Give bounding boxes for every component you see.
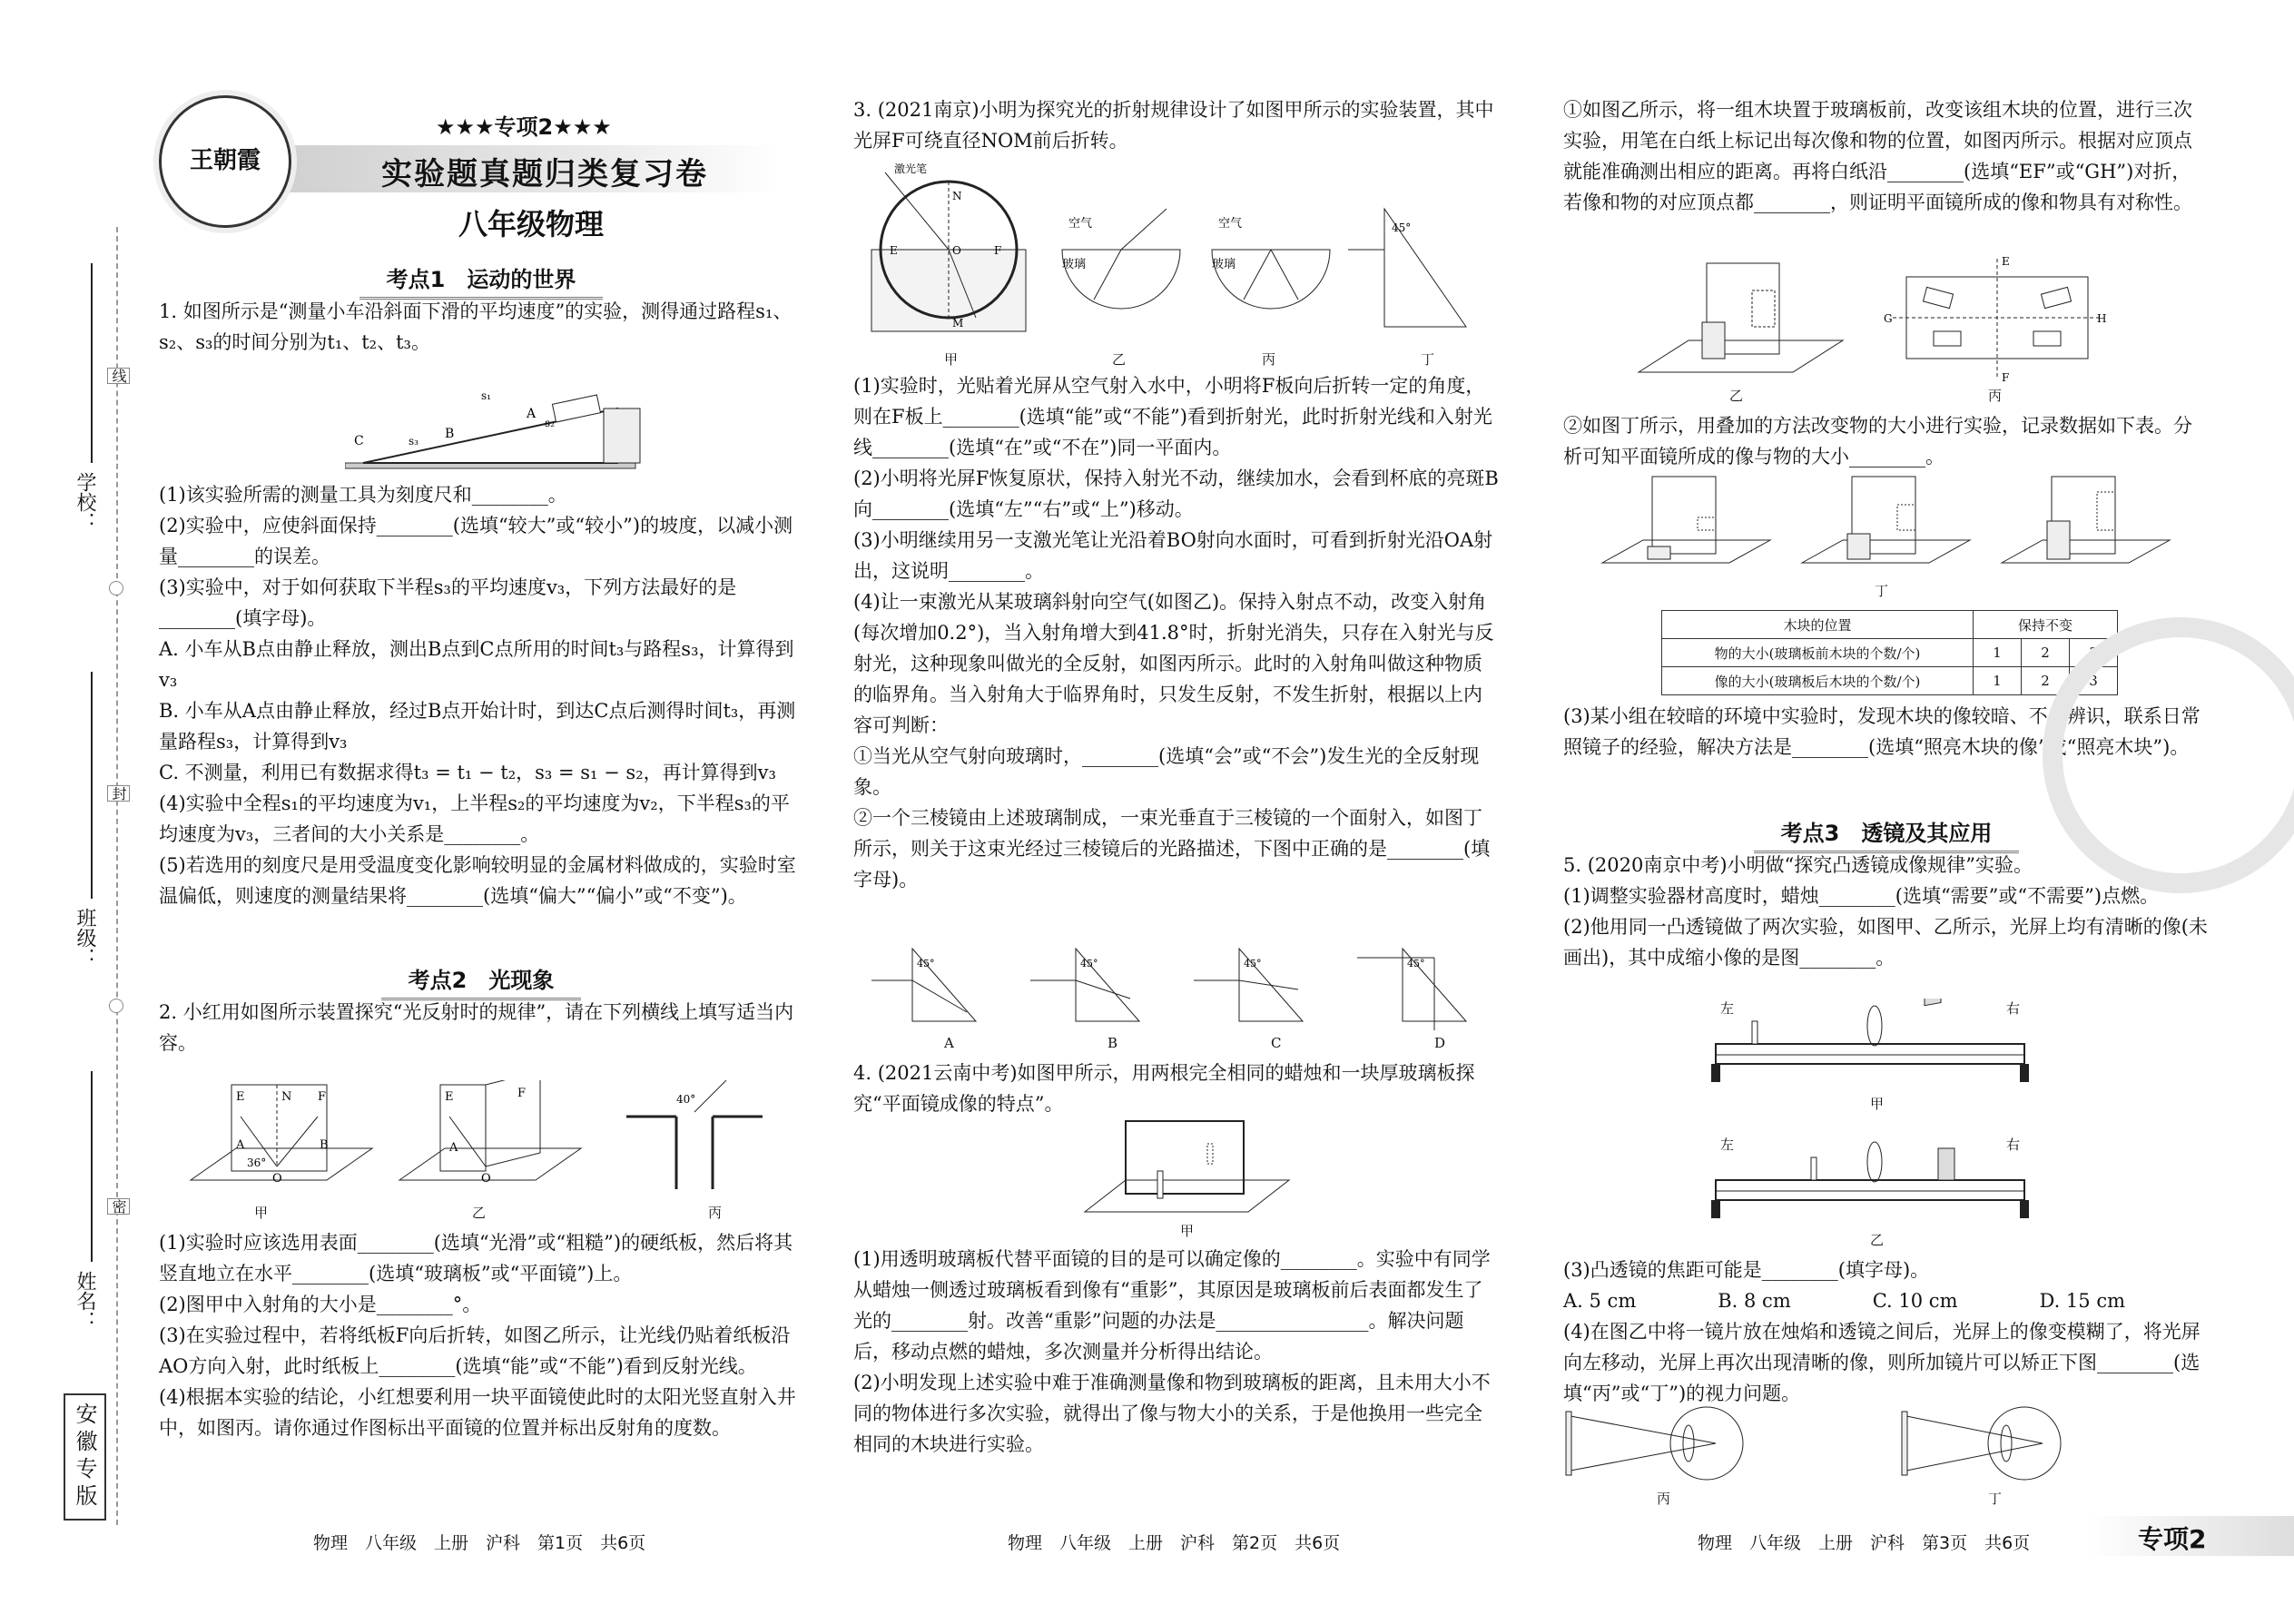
logo bbox=[159, 95, 291, 228]
section-kaodian-2: 考点2 光现象 bbox=[159, 962, 803, 1000]
table-cell: 1 bbox=[1974, 639, 2022, 667]
q4-sub-2-wrap bbox=[1563, 410, 2210, 472]
table-cell: 2 bbox=[2022, 667, 2070, 695]
hole-2 bbox=[109, 999, 123, 1013]
seal-line-3: 密 bbox=[107, 1198, 130, 1215]
q5-options bbox=[1563, 1285, 2210, 1316]
svg-text:E: E bbox=[236, 1090, 245, 1104]
q2-part-2: (2)图甲中入射角的大小是________°。 bbox=[159, 1294, 482, 1315]
q3-air-label-1: 空气 bbox=[1068, 217, 1093, 231]
q2-part-3: (3)在实验过程中，若将纸板F向后折转，如图乙所示，让光线仍贴着纸板沿AO方向入射，此时纸板上________(选填“能”或“不能”)看到反射光线。 bbox=[159, 1324, 791, 1377]
svg-text:45°: 45° bbox=[1080, 958, 1098, 969]
q3-parts bbox=[853, 370, 1500, 895]
q2-cap-b: 乙 bbox=[472, 1205, 487, 1221]
q3-glass-label-1: 玻璃 bbox=[1062, 258, 1087, 271]
q3-opt-b: B bbox=[1108, 1035, 1118, 1051]
question-2 bbox=[159, 997, 805, 1058]
svg-text:A: A bbox=[527, 407, 537, 421]
question-4 bbox=[853, 1058, 1500, 1119]
q5-bench-b bbox=[1707, 1135, 2033, 1225]
table-cell: 3 bbox=[2070, 639, 2118, 667]
school-label: 学校： bbox=[74, 472, 96, 532]
q5-option-a: A. 5 cm bbox=[1563, 1290, 1637, 1312]
svg-text:N: N bbox=[952, 190, 962, 202]
q3-cap-c: 丙 bbox=[1262, 351, 1276, 368]
svg-text:36°: 36° bbox=[247, 1156, 267, 1169]
q3-part-4: (4)让一束激光从某玻璃斜射向空气(如图乙)。保持入射点不动，改变入射角(每次增加0.2°)，当入射角增大到41.8°时，折射光消失，只存在入射光与反射光，这种现象叫做光的全反射，如图丙所示。此时的入射角叫做这种物质的临界角。当入射角大于临界角时，只发生反射，不发生折射，根据以上内容可判断： bbox=[853, 591, 1494, 736]
svg-text:45°: 45° bbox=[1244, 958, 1262, 969]
q5-cap-b: 乙 bbox=[1870, 1232, 1885, 1248]
q1-parts bbox=[159, 479, 805, 911]
q5-cap-d: 丁 bbox=[1988, 1491, 2003, 1507]
q5-part-4: (4)在图乙中将一镜片放在烛焰和透镜之间后，光屏上的像变模糊了，将光屏向左移动，光屏上再次出现清晰的像，则所加镜片可以矫正下图________(选填“丙”或“丁”)的视力问题。 bbox=[1563, 1321, 2200, 1404]
q1-incline-figure bbox=[345, 381, 645, 472]
q5-right-b: 右 bbox=[2006, 1137, 2021, 1153]
svg-text:40°: 40° bbox=[676, 1093, 696, 1106]
q3-cap-a: 甲 bbox=[944, 351, 959, 368]
footer-page-2: 物理 八年级 上册 沪科 第2页 共6页 bbox=[1008, 1533, 1341, 1553]
q5-parts bbox=[1563, 1255, 2210, 1409]
q4-part-1: (1)用透明玻璃板代替平面镜的目的是可以确定像的________。实验中有同学从蜡烛一侧透过玻璃板看到像有“重影”，其原因是玻璃板前后表面都发生了光的________射。改善“重影”问题的办法是________________。解决问题后，移动点燃的蜡烛，多次测量并分析得出结论。 bbox=[853, 1248, 1491, 1363]
table-cell: 2 bbox=[2022, 639, 2070, 667]
q5-option-b: B. 8 cm bbox=[1718, 1290, 1791, 1312]
table-cell: 3 bbox=[2070, 667, 2118, 695]
svg-text:s₃: s₃ bbox=[409, 435, 418, 448]
q4-parts bbox=[853, 1244, 1500, 1460]
q5-option-d: D. 15 cm bbox=[2039, 1290, 2125, 1312]
svg-text:B: B bbox=[320, 1138, 329, 1152]
q2-cap-a: 甲 bbox=[254, 1205, 269, 1221]
question-1 bbox=[159, 296, 805, 358]
svg-text:45°: 45° bbox=[917, 958, 935, 969]
q5-part-1: (1)调整实验器材高度时，蜡烛________(选填“需要”或“不需要”)点燃。 bbox=[1563, 885, 2160, 907]
q4-cap-c: 丙 bbox=[1988, 388, 2003, 404]
page-subtitle: 八年级物理 bbox=[458, 207, 605, 241]
q4-cap-d: 丁 bbox=[1875, 583, 1889, 599]
q1-part-2: (2)实验中，应使斜面保持________(选填“较大”或“较小”)的坡度，以减小测量________的误差。 bbox=[159, 515, 793, 567]
table-header-keep: 保持不变 bbox=[1974, 611, 2118, 639]
seal-line-1: 线 bbox=[107, 368, 130, 384]
svg-text:45°: 45° bbox=[1407, 958, 1425, 969]
svg-text:F: F bbox=[517, 1087, 527, 1100]
table-cell: 1 bbox=[1974, 667, 2022, 695]
q1-part-3: (3)实验中，对于如何获取下半程s₃的平均速度v₃，下列方法最好的是________(填字母)。 bbox=[159, 576, 737, 629]
svg-text:s₂: s₂ bbox=[545, 417, 555, 429]
q4-figure-d bbox=[1598, 472, 2179, 572]
q1-stem: 1. 如图所示是“测量小车沿斜面下滑的平均速度”的实验，测得通过路程s₁、s₂、s₃的时间分别为t₁、t₂、t₃。 bbox=[159, 300, 793, 353]
q3-sub-1: ①当光从空气射向玻璃时，________(选填“会”或“不会”)发生光的全反射现象。 bbox=[853, 745, 1480, 798]
q3-part-1: (1)实验时，光贴着光屏从空气射入水中，小明将F板向后折转一定的角度，则在F板上________(选填“能”或“不能”)看到折射光，此时折射光线和入射光线________(选填“在”或“不在”)同一平面内。 bbox=[853, 375, 1492, 458]
q4-cap-a: 甲 bbox=[1180, 1223, 1195, 1239]
q5-bench-a bbox=[1707, 999, 2033, 1089]
q1-part-1: (1)该实验所需的测量工具为刻度尺和________。 bbox=[159, 484, 567, 506]
q2-part-1: (1)实验时应该选用表面________(选填“光滑”或“粗糙”)的硬纸板，然后将其竖直地立在水平________(选填“玻璃板”或“平面镜”)上。 bbox=[159, 1232, 793, 1284]
q1-part-4: (4)实验中全程s₁的平均速度为v₁，上半程s₂的平均速度为v₂，下半程s₃的平均速度为v₃，三者间的大小关系是________。 bbox=[159, 792, 790, 845]
q2-part-4: (4)根据本实验的结论，小红想要利用一块平面镜使此时的太阳光竖直射入井中，如图丙。请你通过作图标出平面镜的位置并标出反射角的度数。 bbox=[159, 1386, 796, 1439]
q3-cap-b: 乙 bbox=[1112, 351, 1127, 368]
svg-text:s₁: s₁ bbox=[481, 389, 491, 402]
q3-figures bbox=[867, 163, 1493, 345]
q2-figures bbox=[182, 1080, 808, 1198]
q3-opt-a: A bbox=[944, 1035, 954, 1051]
class-label: 班级： bbox=[74, 908, 96, 968]
svg-text:E: E bbox=[890, 244, 898, 257]
q3-part-3: (3)小明继续用另一支激光笔让光沿着BO射向水面时，可看到折射光沿OA射出，这说明________。 bbox=[853, 529, 1493, 582]
footer-page-1: 物理 八年级 上册 沪科 第1页 共6页 bbox=[313, 1533, 646, 1553]
logo-text: 王朝霞 bbox=[189, 147, 261, 174]
q5-stem: 5. (2020南京中考)小明做“探究凸透镜成像规律”实验。 bbox=[1563, 854, 2033, 876]
section-kaodian-1: 考点1 运动的世界 bbox=[159, 261, 803, 300]
svg-text:C: C bbox=[354, 434, 364, 448]
table-row-object: 物的大小(玻璃板前木块的个数/个) bbox=[1662, 639, 1974, 667]
svg-text:E: E bbox=[2002, 255, 2010, 268]
svg-text:A: A bbox=[236, 1138, 245, 1152]
question-3 bbox=[853, 94, 1500, 156]
section-kaodian-3: 考点3 透镜及其应用 bbox=[1563, 815, 2210, 853]
svg-text:A: A bbox=[449, 1141, 458, 1155]
q4-data-table bbox=[1661, 610, 2118, 695]
edition-badge: 安徽专版 bbox=[64, 1393, 106, 1521]
q4-figures-bc bbox=[1634, 254, 2106, 381]
q3-air-label-2: 空气 bbox=[1218, 217, 1243, 231]
q2-parts bbox=[159, 1227, 805, 1443]
footer-page-3: 物理 八年级 上册 沪科 第3页 共6页 bbox=[1698, 1533, 2031, 1553]
q1-option-c: C. 不测量，利用已有数据求得t₃ = t₁ − t₂，s₃ = s₁ − s₂，再计算得到v₃ bbox=[159, 762, 776, 783]
q4-part-3: (3)某小组在较暗的环境中实验时，发现木块的像较暗、不易辨识，联系日常照镜子的经验，解决方法是________(选填“照亮木块的像”或“照亮木块”)。 bbox=[1563, 705, 2200, 758]
svg-text:N: N bbox=[281, 1090, 292, 1104]
svg-text:H: H bbox=[2097, 312, 2106, 325]
svg-text:B: B bbox=[445, 427, 455, 441]
school-field[interactable] bbox=[91, 263, 93, 463]
q4-candle-figure bbox=[1080, 1117, 1298, 1216]
q1-option-a: A. 小车从B点由静止释放，测出B点到C点所用的时间t₃与路程s₃，计算得到v₃ bbox=[159, 638, 794, 691]
q5-part-2: (2)他用同一凸透镜做了两次实验，如图甲、乙所示，光屏上均有清晰的像(未画出)，其中成缩小像的是图________。 bbox=[1563, 916, 2208, 969]
name-label: 姓名： bbox=[74, 1271, 96, 1331]
q3-part-2: (2)小明将光屏F恢复原状，保持入射光不动，继续加水，会看到杯底的亮斑B向________(选填“左”“右”或“上”)移动。 bbox=[853, 468, 1499, 520]
q3-opt-d: D bbox=[1434, 1035, 1446, 1051]
q5-left-b: 左 bbox=[1720, 1137, 1735, 1153]
q5-cap-a: 甲 bbox=[1870, 1096, 1885, 1112]
q4-part-2: (2)小明发现上述实验中难于准确测量像和物到玻璃板的距离，且未用大小不同的物体进行多次实验，就得出了像与物大小的关系，于是他换用一些完全相同的木块进行实验。 bbox=[853, 1372, 1491, 1455]
svg-text:E: E bbox=[445, 1090, 454, 1104]
table-header-position: 木块的位置 bbox=[1662, 611, 1974, 639]
q5-right-a: 右 bbox=[2006, 1000, 2021, 1017]
q4-continued bbox=[1563, 94, 2210, 218]
svg-text:F: F bbox=[2002, 371, 2010, 381]
q3-laser-label: 激光笔 bbox=[894, 163, 928, 175]
svg-text:O: O bbox=[952, 244, 961, 257]
q3-option-prisms bbox=[867, 944, 1493, 1035]
footer-tag-label: 专项2 bbox=[2138, 1524, 2207, 1554]
q3-glass-label-2: 玻璃 bbox=[1212, 258, 1236, 271]
svg-text:O: O bbox=[272, 1172, 282, 1186]
q1-part-5: (5)若选用的刻度尺是用受温度变化影响较明显的金属材料做成的，实验时室温偏低，则速度的测量结果将________(选填“偏大”“偏小”或“不变”)。 bbox=[159, 854, 796, 907]
svg-text:F: F bbox=[994, 244, 1002, 257]
class-field[interactable] bbox=[91, 672, 93, 899]
svg-text:G: G bbox=[1884, 312, 1893, 325]
svg-text:M: M bbox=[952, 317, 964, 330]
q4-sub-1: ①如图乙所示，将一组木块置于玻璃板前，改变该组木块的位置，进行三次实验，用笔在白纸上标记出每次像和物的位置，如图丙所示。根据对应顶点就能准确测出相应的距离。再将白纸沿________(选填“EF”或“GH”)对折，若像和物的对应顶点都________，则证明平面镜所成的像和物具有对称性。 bbox=[1563, 99, 2192, 213]
q1-option-b: B. 小车从A点由静止释放，经过B点开始计时，到达C点后测得时间t₃，再测量路程s₃，计算得到v₃ bbox=[159, 700, 796, 753]
q4-stem: 4. (2021云南中考)如图甲所示，用两根完全相同的蜡烛和一块厚玻璃板探究“平面镜成像的特点”。 bbox=[853, 1062, 1475, 1115]
q3-sub-2: ②一个三棱镜由上述玻璃制成，一束光垂直于三棱镜的一个面射入，如图丁所示，则关于这束光经过三棱镜后的光路描述，下图中正确的是________(填字母)。 bbox=[853, 807, 1491, 891]
svg-text:F: F bbox=[318, 1090, 327, 1104]
q5-option-c: C. 10 cm bbox=[1872, 1290, 1958, 1312]
q5-left-a: 左 bbox=[1720, 1000, 1735, 1017]
q4-sub-2: ②如图丁所示，用叠加的方法改变物的大小进行实验，记录数据如下表。分析可知平面镜所成的像与物的大小________。 bbox=[1563, 415, 2192, 468]
hole-1 bbox=[109, 581, 123, 595]
q2-stem: 2. 小红用如图所示装置探究“光反射时的规律”，请在下列横线上填写适当内容。 bbox=[159, 1001, 794, 1054]
q3-opt-c: C bbox=[1271, 1035, 1282, 1051]
q5-part-3: (3)凸透镜的焦距可能是________(填字母)。 bbox=[1563, 1259, 1930, 1281]
binding-strip bbox=[0, 0, 154, 1624]
header-tag: ★★★专项2★★★ bbox=[436, 114, 612, 140]
q5-cap-c: 丙 bbox=[1657, 1491, 1671, 1507]
q4-cap-b: 乙 bbox=[1729, 388, 1744, 404]
seal-line-2: 封 bbox=[107, 785, 130, 802]
q3-cap-d: 丁 bbox=[1421, 351, 1435, 368]
table-row-image: 像的大小(玻璃板后木块的个数/个) bbox=[1662, 667, 1974, 695]
q3-stem: 3. (2021南京)小明为探究光的折射规律设计了如图甲所示的实验装置，其中光屏F可绕直径NOM前后折转。 bbox=[853, 99, 1494, 152]
name-field[interactable] bbox=[91, 1071, 93, 1262]
svg-text:45°: 45° bbox=[1392, 221, 1412, 234]
page-title: 实验题真题归类复习卷 bbox=[381, 156, 708, 192]
q2-cap-c: 丙 bbox=[708, 1205, 723, 1221]
footer-tag bbox=[2088, 1516, 2294, 1556]
q5-eye-figures bbox=[1561, 1403, 2179, 1484]
svg-text:O: O bbox=[481, 1172, 491, 1186]
